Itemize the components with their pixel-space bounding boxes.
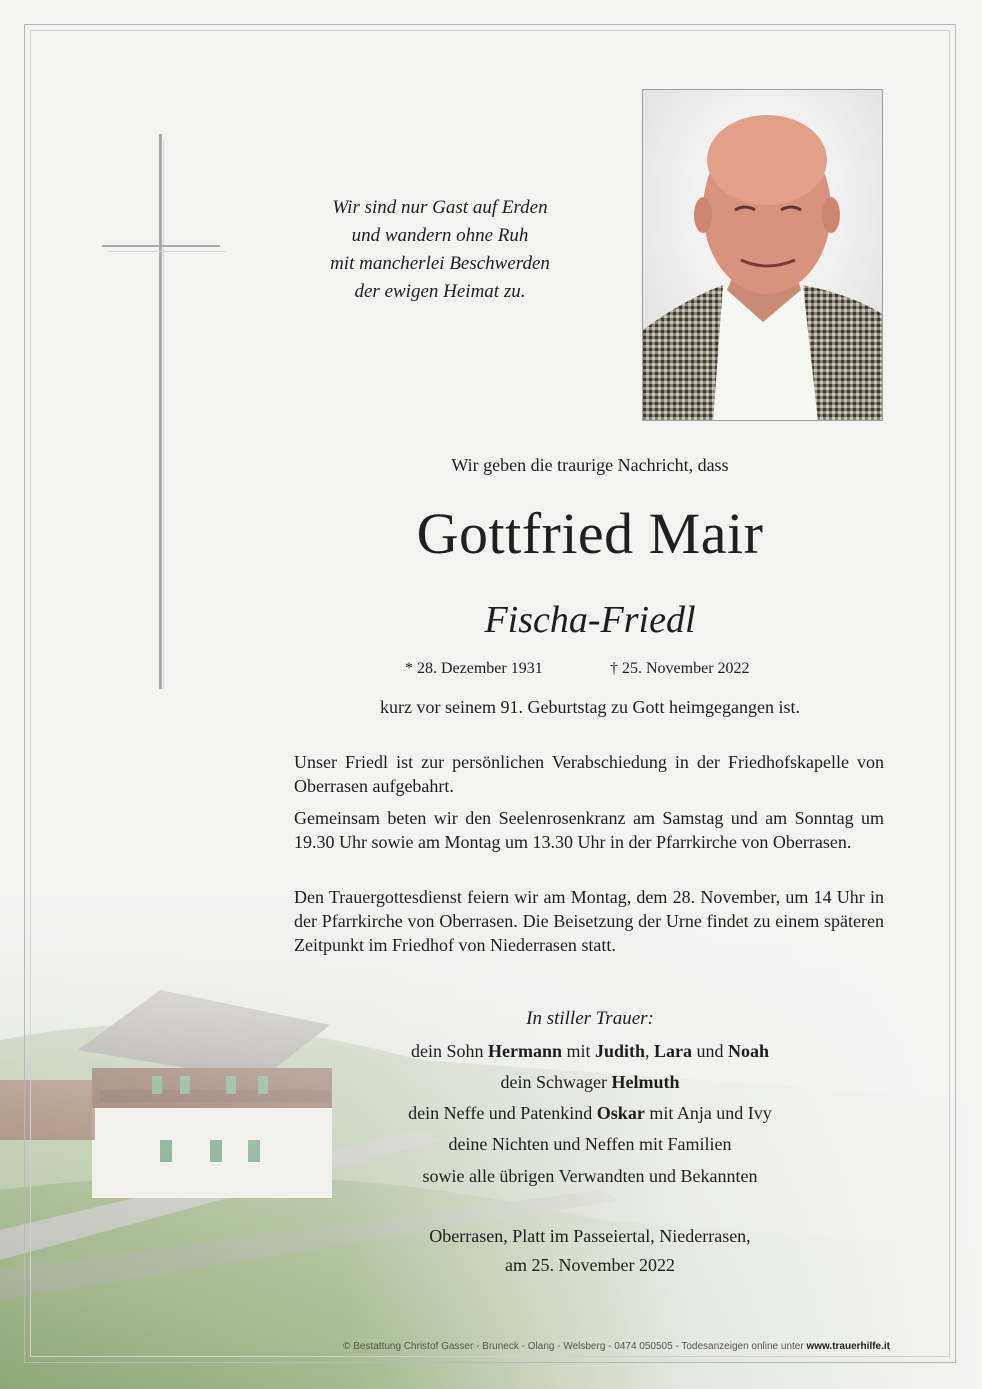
mourner-line: dein Neffe und Patenkind Oskar mit Anja und Ivy <box>408 1103 772 1123</box>
mourner-line: deine Nichten und Neffen mit Familien <box>448 1134 732 1154</box>
birth-date: * 28. Dezember 1931 <box>405 660 543 677</box>
intro-text: Wir geben die traurige Nachricht, dass <box>451 455 729 475</box>
poem <box>300 194 580 306</box>
poem-line: Wir sind nur Gast auf Erden <box>332 197 548 218</box>
mourner-line: sowie alle übrigen Verwandten und Bekannten <box>422 1166 758 1186</box>
nickname: Fischa-Friedl <box>484 599 696 641</box>
paragraph-funeral: Den Trauergottesdienst feiern wir am Montag, dem 28. November, um 14 Uhr in der Pfarrkirche von Oberrasen. Die Beisetzung der Urne findet zu einem späteren Zeitpunkt im Friedhof von Niederrasen statt. <box>294 887 884 955</box>
poem-line: und wandern ohne Ruh <box>351 225 529 246</box>
footer-credit: © Bestattung Christof Gasser - Bruneck - Olang - Welsberg - 0474 050505 - Todesanzeigen online unter www.trauerhilfe.it <box>343 1341 890 1352</box>
deceased-name: Gottfried Mair <box>416 501 764 566</box>
portrait-photo <box>642 89 883 421</box>
footer-link[interactable]: www.trauerhilfe.it <box>806 1341 890 1352</box>
poem-line: der ewigen Heimat zu. <box>354 281 526 302</box>
death-date: † 25. November 2022 <box>610 660 750 677</box>
place-and-date: Oberrasen, Platt im Passeiertal, Niederrasen, am 25. November 2022 <box>429 1226 751 1275</box>
mourner-line: dein Schwager Helmuth <box>500 1072 680 1092</box>
mourner-line: dein Sohn Hermann mit Judith, Lara und Noah <box>410 1041 770 1061</box>
paragraph-viewing: Unser Friedl ist zur persönlichen Verabschiedung in der Friedhofskapelle von Oberrasen aufgebahrt. <box>294 752 884 796</box>
mourners-title: In stiller Trauer: <box>526 1008 654 1029</box>
paragraph-rosary: Gemeinsam beten wir den Seelenrosenkranz am Samstag und am Sonntag um 19.30 Uhr sowie am Montag um 13.30 Uhr in der Pfarrkirche von Oberrasen. <box>294 808 884 852</box>
poem-line: mit mancherlei Beschwerden <box>330 253 550 274</box>
passed-text: kurz vor seinem 91. Geburtstag zu Gott heimgegangen ist. <box>380 697 800 717</box>
